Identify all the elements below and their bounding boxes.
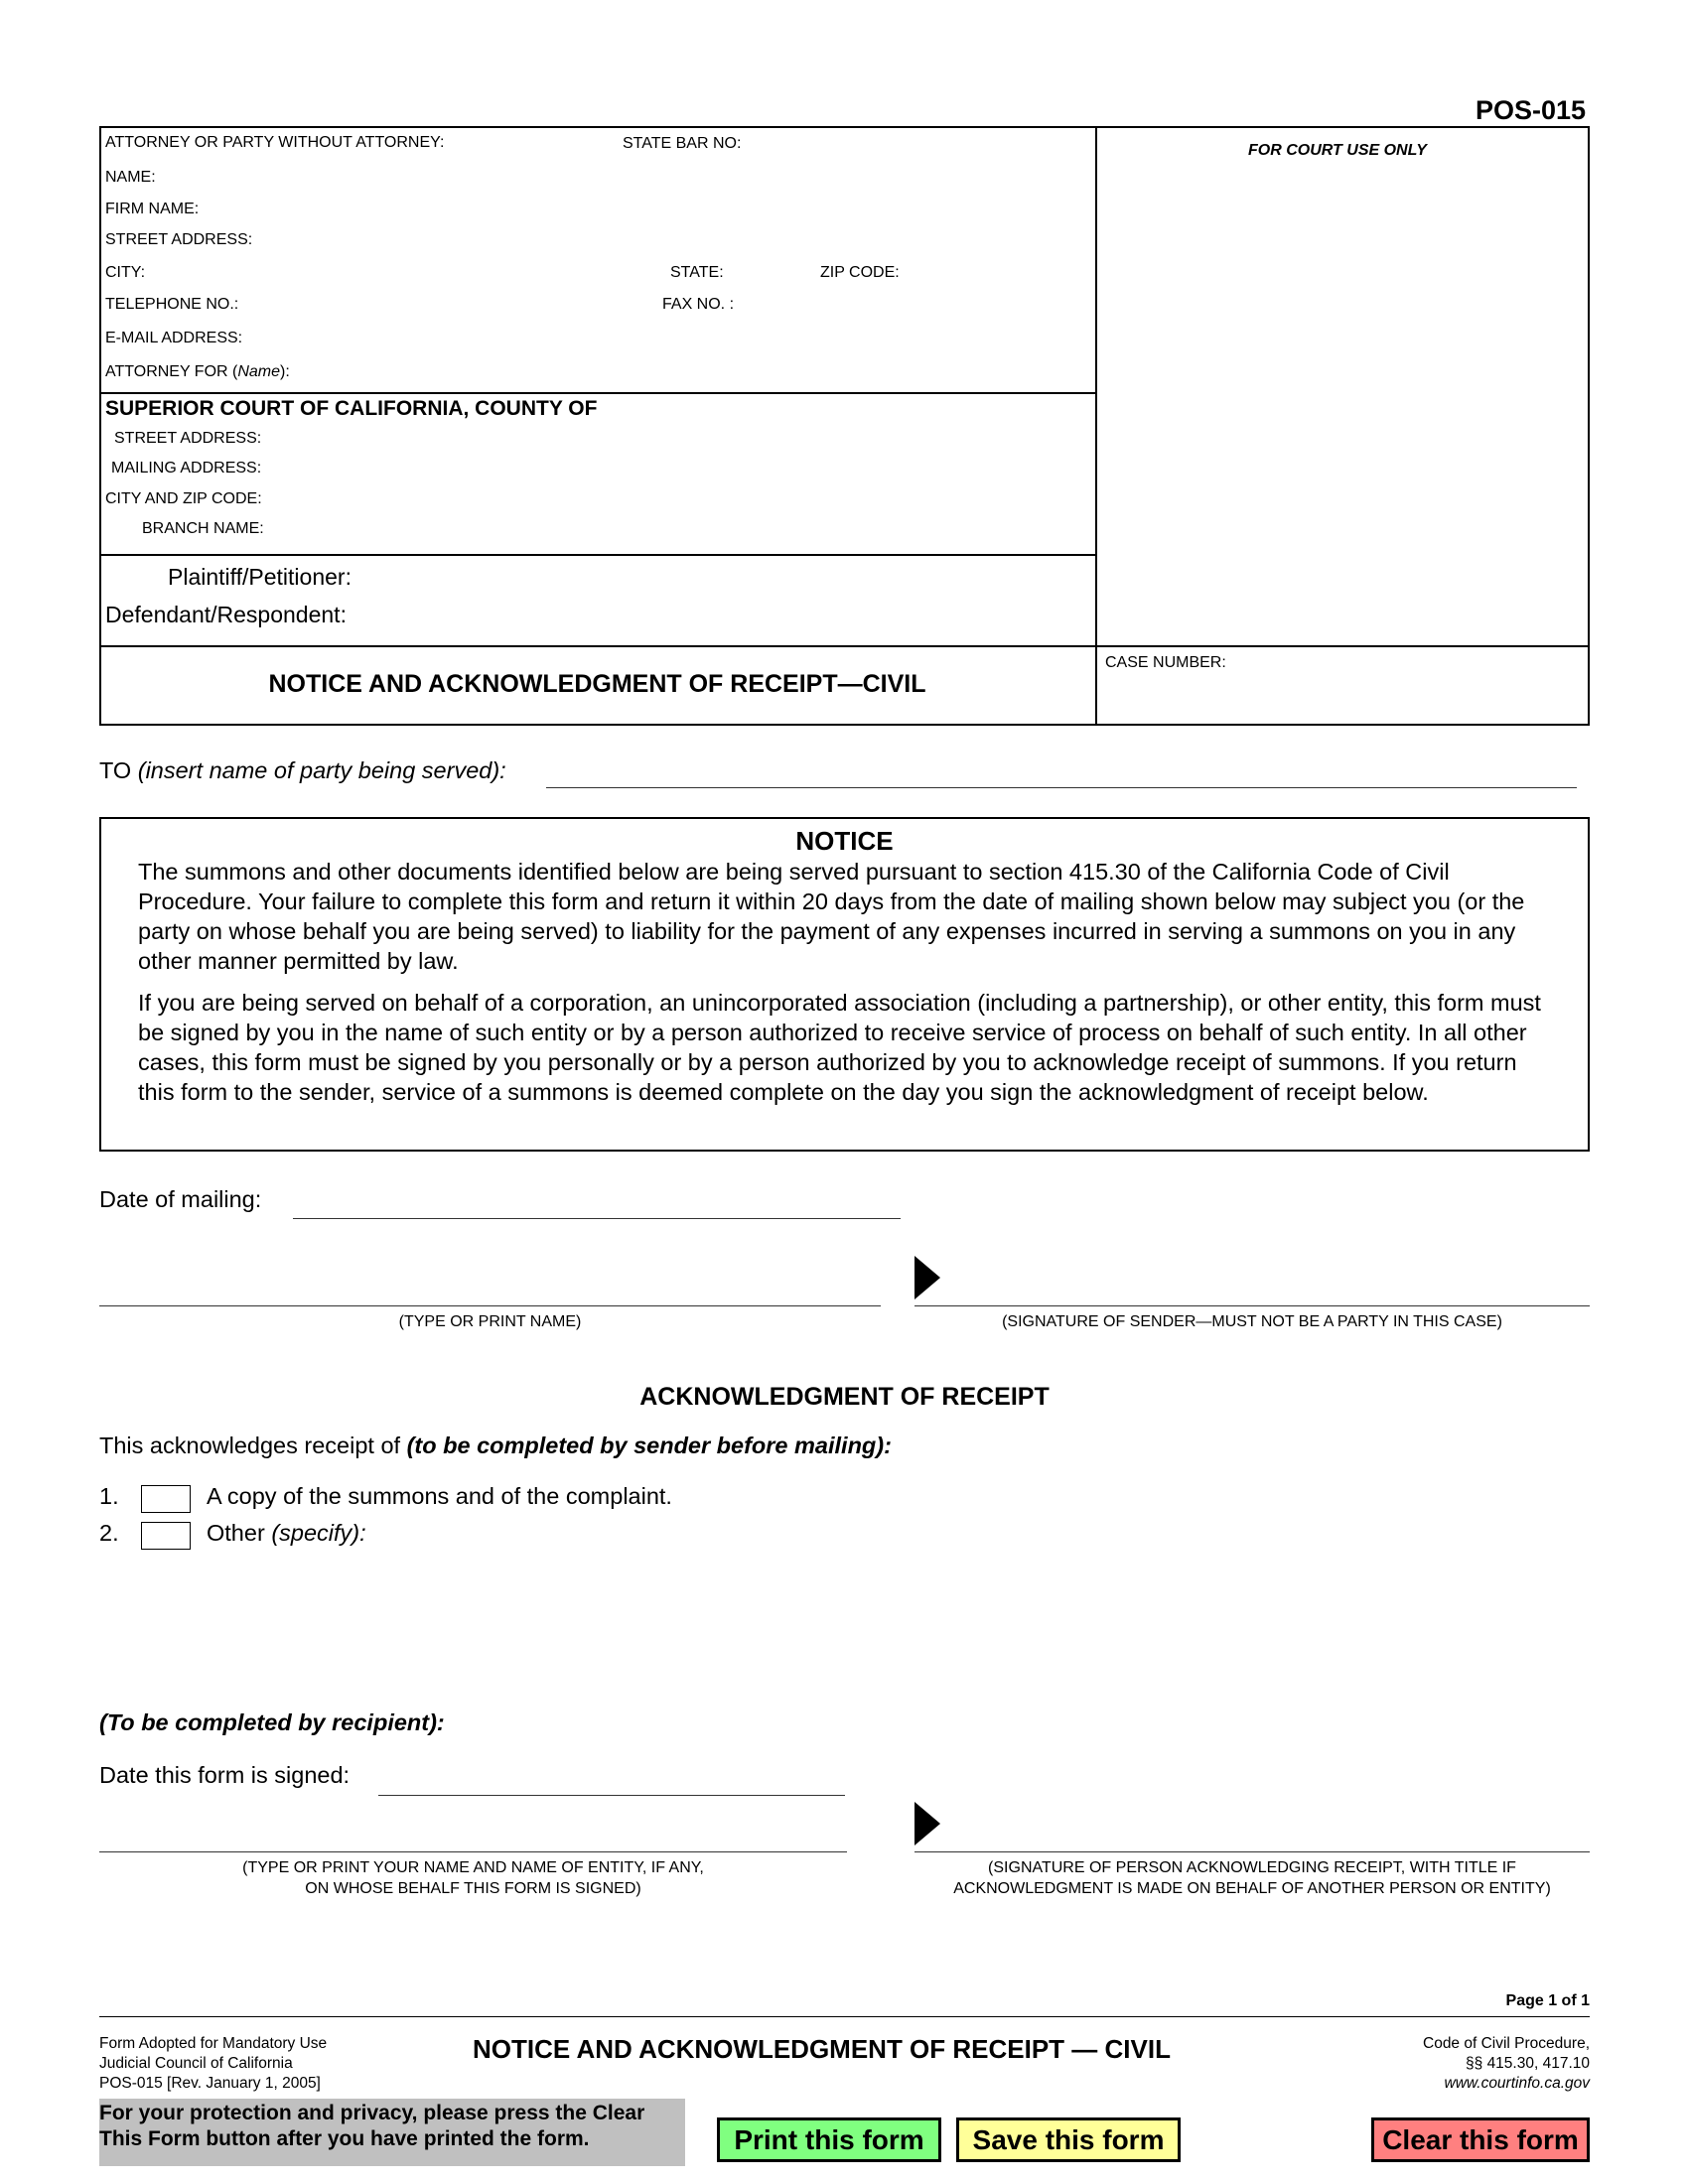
sender-name-input[interactable] [99, 1271, 884, 1304]
to-input[interactable] [548, 756, 1579, 788]
date-of-mailing-input[interactable] [295, 1187, 903, 1219]
ack-title: ACKNOWLEDGMENT OF RECEIPT [639, 1383, 1050, 1411]
recipient-name-input[interactable] [99, 1817, 850, 1850]
state-input[interactable] [735, 259, 818, 285]
name-label: NAME: [105, 169, 156, 186]
item-1-checkbox[interactable] [141, 1485, 191, 1513]
date-signed-input[interactable] [380, 1764, 847, 1796]
date-of-mailing-label: Date of mailing: [99, 1186, 262, 1212]
county-input[interactable] [635, 395, 1086, 423]
court-street-label: STREET ADDRESS: [114, 430, 262, 447]
firm-label: FIRM NAME: [105, 201, 200, 217]
defendant-label: Defendant/Respondent: [105, 602, 347, 627]
signature-arrow-icon [914, 1256, 940, 1299]
save-button[interactable]: Save this form [956, 2117, 1181, 2162]
street-label: STREET ADDRESS: [105, 231, 253, 248]
item-1-number: 1. [99, 1483, 119, 1509]
case-number-input[interactable] [1105, 680, 1586, 718]
city-label: CITY: [105, 264, 146, 281]
sender-name-caption: (TYPE OR PRINT NAME) [398, 1313, 582, 1330]
court-mailing-input[interactable] [273, 455, 1086, 480]
recipient-heading: (To be completed by recipient): [99, 1709, 445, 1735]
sender-signature-caption: (SIGNATURE OF SENDER—MUST NOT BE A PARTY IN THIS CASE) [1002, 1313, 1502, 1330]
court-cityzip-label: CITY AND ZIP CODE: [105, 490, 262, 507]
plaintiff-input[interactable] [377, 562, 1086, 592]
court-title: SUPERIOR COURT OF CALIFORNIA, COUNTY OF [105, 397, 598, 420]
date-signed-label: Date this form is signed: [99, 1762, 351, 1788]
item-2-text: Other (specify): [207, 1520, 366, 1546]
street-input[interactable] [263, 226, 1086, 252]
city-input[interactable] [154, 259, 664, 285]
attorney-label: ATTORNEY OR PARTY WITHOUT ATTORNEY: [105, 134, 445, 151]
plaintiff-label: Plaintiff/Petitioner: [168, 564, 352, 590]
form-id: POS-015 [1475, 95, 1586, 125]
attorney-for-label: ATTORNEY FOR (Name): [105, 363, 290, 380]
adopted-info: Form Adopted for Mandatory Use Judicial Council of California POS-015 [Rev. January 1, 2005] [99, 2035, 328, 2092]
notice-paragraph-2: If you are being served on behalf of a corporation, an unincorporated association (including a partnership), or other entity, this form must be signed by you in the name of such entity or by a person authorized to receive service of process on behalf of such entity. In all other cases, this form must be signed by you personally or by a person authorized by you to acknowledge receipt of summons. If you return this form to the sender, service of a summons is deemed complete on the day you sign the acknowledgment of receipt below. [138, 990, 1541, 1105]
name-input[interactable] [169, 164, 1086, 190]
notice-paragraph-1: The summons and other documents identified below are being served pursuant to section 415.30 of the California Code of Civil Procedure. Your failure to complete this form and return it within 20 days from the date of mailing shown below may subject you (or the party on whose behalf you are being served) to liability for the payment of any expenses incurred in serving a summons on you in any other manner permitted by law. [138, 859, 1525, 974]
footer-title: NOTICE AND ACKNOWLEDGMENT OF RECEIPT — CIVIL [473, 2034, 1171, 2064]
page-number: Page 1 of 1 [1505, 1992, 1590, 2009]
phone-label: TELEPHONE NO.: [105, 296, 239, 313]
state-bar-label: STATE BAR NO: [623, 135, 742, 152]
attorney-for-input[interactable] [303, 358, 1086, 384]
fax-input[interactable] [747, 291, 1086, 317]
recipient-signature-arrow-icon [914, 1802, 940, 1845]
defendant-input[interactable] [377, 600, 1086, 629]
code-info: Code of Civil Procedure, §§ 415.30, 417.10 www.courtinfo.ca.gov [1423, 2035, 1590, 2092]
court-use-field[interactable] [1102, 169, 1587, 639]
court-cityzip-input[interactable] [273, 485, 1086, 511]
court-street-input[interactable] [273, 425, 1086, 451]
recipient-name-caption: (TYPE OR PRINT YOUR NAME AND NAME OF ENTITY, IF ANY, ON WHOSE BEHALF THIS FORM IS SIGNED) [242, 1859, 704, 1897]
zip-label: ZIP CODE: [820, 264, 900, 281]
print-button[interactable]: Print this form [717, 2117, 941, 2162]
court-branch-label: BRANCH NAME: [142, 520, 264, 537]
firm-input[interactable] [209, 196, 1086, 221]
state-bar-input[interactable] [755, 131, 1086, 157]
clear-button[interactable]: Clear this form [1371, 2117, 1590, 2162]
item-2-specify-field[interactable] [207, 1555, 1591, 1688]
ack-intro: This acknowledges receipt of (to be completed by sender before mailing): [99, 1433, 892, 1458]
court-mailing-label: MAILING ADDRESS: [111, 460, 262, 477]
court-branch-input[interactable] [273, 515, 1086, 541]
state-label: STATE: [670, 264, 724, 281]
recipient-signature-caption: (SIGNATURE OF PERSON ACKNOWLEDGING RECEIPT, WITH TITLE IF ACKNOWLEDGMENT IS MADE ON BEHALF OF ANOTHER PERSON OR ENTITY) [953, 1859, 1551, 1897]
email-label: E-MAIL ADDRESS: [105, 330, 243, 346]
phone-input[interactable] [248, 291, 659, 317]
item-2-number: 2. [99, 1520, 119, 1546]
item-2-checkbox[interactable] [141, 1522, 191, 1550]
item-1-text: A copy of the summons and of the complaint. [207, 1483, 672, 1509]
to-label: TO (insert name of party being served): [99, 757, 506, 783]
fax-label: FAX NO. : [662, 296, 735, 313]
email-input[interactable] [254, 325, 1086, 350]
notice-title: NOTICE [795, 826, 894, 856]
court-use-label: FOR COURT USE ONLY [1248, 142, 1427, 159]
privacy-notice: For your protection and privacy, please press the Clear This Form button after you have printed the form. [99, 2099, 685, 2166]
form-title: NOTICE AND ACKNOWLEDGMENT OF RECEIPT—CIVIL [268, 670, 926, 698]
zip-input[interactable] [909, 259, 1086, 285]
case-number-label: CASE NUMBER: [1105, 654, 1226, 671]
